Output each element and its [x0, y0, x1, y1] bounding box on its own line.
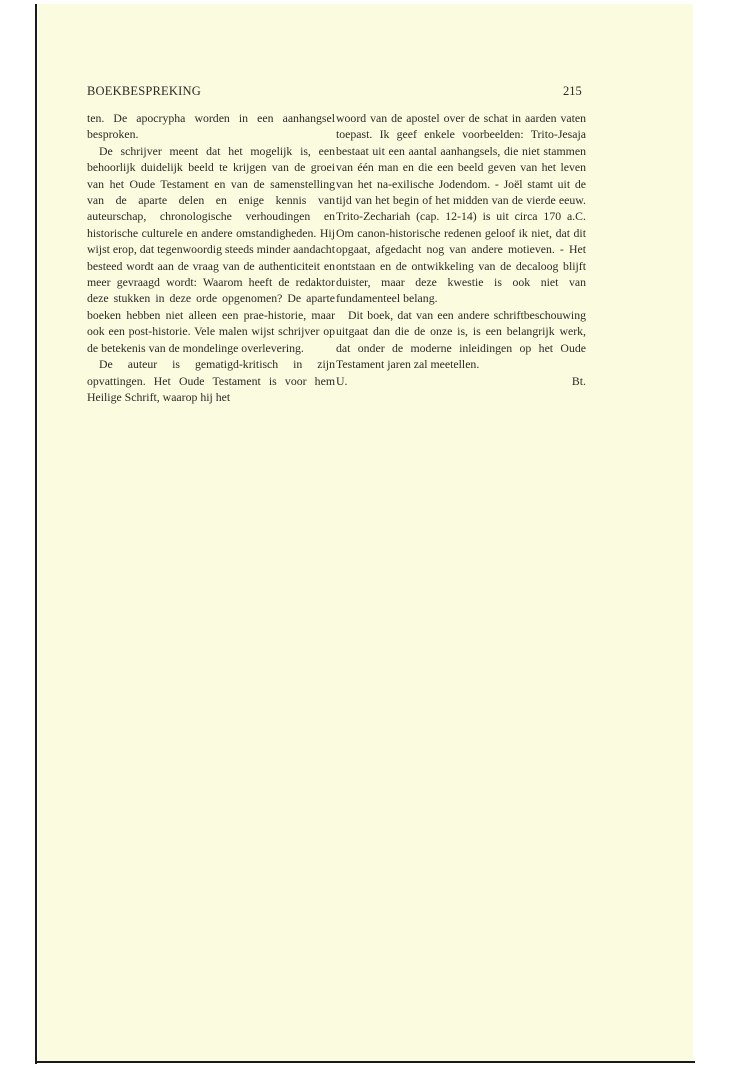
left-paragraph-2: De schrijver meent dat het mogelijk is, een behoorlijk duidelijk beeld te krijgen van de groei van het Oude Testament en van de samenstelling van de aparte delen en enige kennis van auteurschap, chronologische verhoudingen en historische culturele en andere omstandigheden. Hij wijst erop, dat tegenwoordig steeds minder aandacht besteed wordt aan de vraag van de authenticiteit en meer gevraagd wordt: Waarom heeft de redaktor deze stukken in deze orde opgenomen? De aparte boeken hebben niet alleen een prae-historie, maar ook een post-historie. Vele malen wijst schrijver op de betekenis van de mondelinge overlevering. [87, 143, 335, 355]
running-head: BOEKBESPREKING [87, 84, 201, 98]
signoff-right: Bt. [571, 373, 586, 388]
right-paragraph-1: woord van de apostel over de schat in aarden vaten toepast. Ik geef enkele voorbeelden: Trito-Jesaja bestaat uit een aantal aanhangsels, die niet stammen van één man en die een beeld geven van het leven van het na-exilische Jodendom. - Joël stamt uit de tijd van het begin of het midden van de vierde eeuw. Trito-Zechariah (cap. 12-14) is uit circa 170 a.C. Om canon-historische redenen geloof ik niet, dat dit opgaat, afgedacht nog van andere motieven. - Het ontstaan en de ontwikkeling van de decaloog blijft duister, maar deze kwestie is ook niet van fundamenteel belang. [336, 111, 586, 306]
page-number: 215 [563, 84, 582, 98]
right-paragraph-2: Dit boek, dat van een andere schriftbeschouwing uitgaat dan die de onze is, is een belangrijk werk, dat onder de moderne inleidingen op het Oude Testament jaren zal meetellen. [336, 307, 586, 372]
page-edge-left [35, 4, 37, 1064]
left-paragraph-3: De auteur is gematigd-kritisch in zijn opvattingen. Het Oude Testament is voor hem Heilige Schrift, waarop hij het [87, 357, 335, 404]
left-column [87, 110, 335, 405]
signoff [336, 373, 586, 389]
page-edge-bottom [35, 1061, 695, 1063]
right-column [336, 110, 586, 389]
signoff-left: U. [336, 373, 348, 388]
left-paragraph-1: ten. De apocrypha worden in een aanhangsel besproken. [87, 111, 335, 142]
